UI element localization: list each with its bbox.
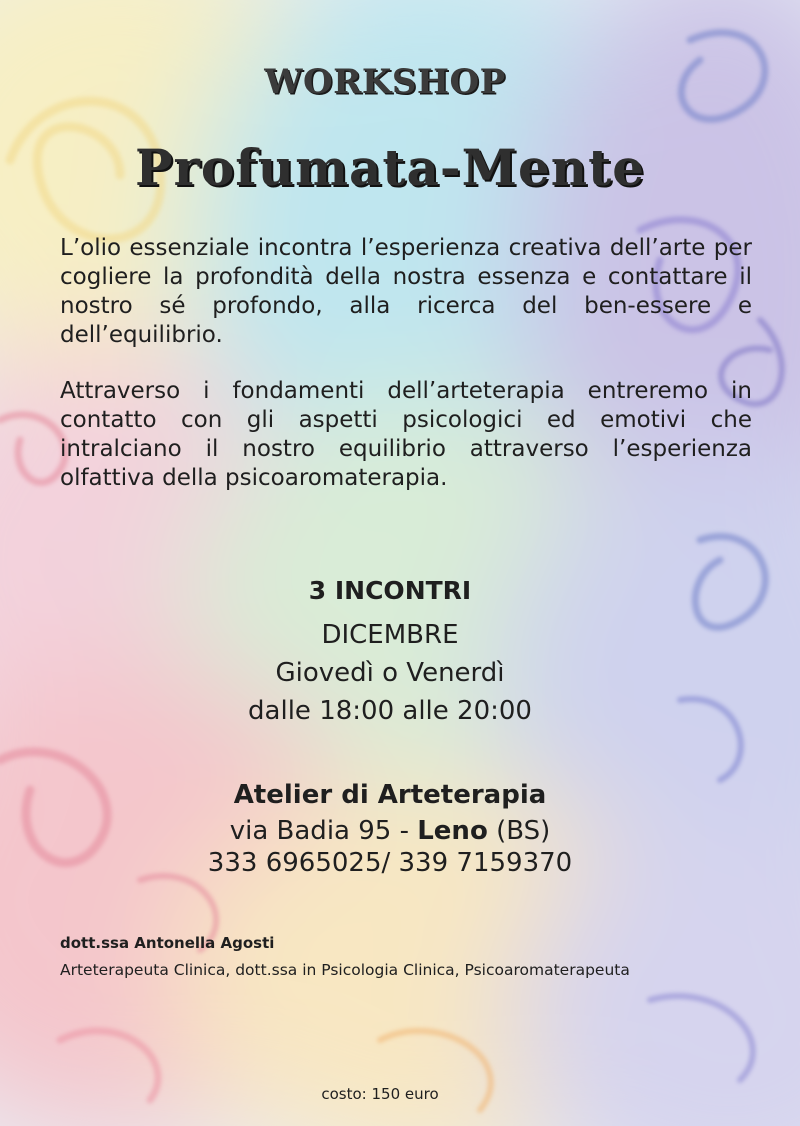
- workshop-kicker: WORKSHOP: [264, 62, 506, 102]
- page-title: Profumata-Mente: [134, 138, 646, 197]
- schedule-month: DICEMBRE: [321, 620, 459, 650]
- schedule-hours: dalle 18:00 alle 20:00: [248, 696, 532, 726]
- cost-label: costo: 150 euro: [321, 1085, 439, 1103]
- host-name: dott.ssa Antonella Agosti: [60, 934, 275, 952]
- venue-town: Leno: [417, 816, 488, 846]
- host-roles: Arteterapeuta Clinica, dott.ssa in Psicologia Clinica, Psicoaromaterapeuta: [60, 961, 630, 979]
- venue-province: (BS): [487, 816, 551, 846]
- venue-address: [0, 816, 780, 846]
- schedule-days: Giovedì o Venerdì: [275, 658, 505, 688]
- method-paragraph: Attraverso i fondamenti dell’arteterapia entreremo in contatto con gli aspetti psicologici ed emotivi che intralciano il nostro equilibrio attraverso l’esperienza olfattiva della psicoaromaterapia.: [60, 378, 752, 491]
- venue-phones: 333 6965025/ 339 7159370: [207, 848, 573, 878]
- sessions-count: 3 INCONTRI: [308, 576, 472, 605]
- venue-street: via Badia 95 -: [229, 816, 418, 846]
- intro-paragraph: L’olio essenziale incontra l’esperienza creativa dell’arte per cogliere la profondità della nostra essenza e contattare il nostro sé profondo, alla ricerca del ben-essere e dell’equilibrio.: [60, 235, 752, 348]
- venue-name: Atelier di Arteterapia: [233, 780, 547, 810]
